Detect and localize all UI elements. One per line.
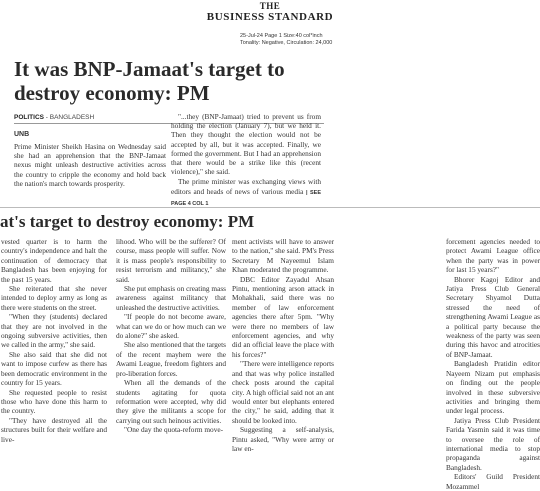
clip-info-line1: 25-Jul-24 Page 1 Size:40 col*inch — [240, 33, 323, 39]
clip-info-line2: Tonality: Negative, Circulation: 24,000 — [240, 39, 333, 46]
column-paragraph: Suggesting a self-analysis, Pintu asked, "Why were army or law en- — [232, 425, 334, 453]
newspaper-masthead — [0, 2, 540, 23]
column-paragraph: She also said that she did not want to impose curfew as there has been democratic environment in the country for 15 years. — [1, 349, 107, 388]
side-column — [171, 112, 321, 210]
section-label — [14, 114, 94, 121]
see-page-label: SEE PAGE 4 COL 1 — [171, 189, 321, 207]
side-paragraph — [171, 177, 321, 209]
column-paragraph: Bhorer Kagoj Editor and Jatiya Press Club General Secretary Shyamol Dutta stressed the need of strengthening Awami League as a political party because the weakness of the party was seen during this havoc and atrocities of BNP-Jamaat. — [446, 274, 540, 359]
column-paragraph: vested quarter is to harm the country's independence and halt the continuation of democracy that Bangladesh has been enjoying for the past 15 years. — [1, 237, 107, 284]
column-paragraph: Editors' Guild President Mozammel — [446, 472, 540, 491]
column-paragraph: forcement agencies needed to protect Awami League office when the party was in power for last 15 years?" — [446, 237, 540, 275]
column-paragraph: "When they (students) declared that they are not involved in the ongoing subversive activities, then we called in the army," she said. — [1, 312, 107, 350]
section-sub: - BANGLADESH — [43, 114, 95, 121]
column-paragraph: Bangladesh Pratidin editor Nayeem Nizam put emphasis on finding out the people involved in these subversive activities and bringing them under legal process. — [446, 359, 540, 416]
column-paragraph: "They have destroyed all the structures built for their welfare and live- — [1, 415, 107, 444]
side-paragraph-text: The prime minister was exchanging views with editors and heads of news of various media — [171, 177, 321, 196]
see-page-link[interactable]: | SEE PAGE 4 COL 1 — [171, 189, 321, 207]
column-paragraph: She also mentioned that the targets of the recent mayhem were the Awami League, freedom fighters and pro-liberation forces. — [116, 340, 226, 378]
masthead-the: THE — [259, 1, 281, 11]
section-name: POLITICS — [14, 114, 44, 121]
byline: UNB — [14, 131, 30, 138]
column-paragraph: She requested people to resist those who have done this harm to the country. — [1, 387, 107, 416]
continuation-column-3 — [232, 237, 334, 453]
column-paragraph: "One day the quota-reform move- — [124, 425, 224, 435]
masthead-name: BUSINESS STANDARD — [206, 11, 334, 23]
column-paragraph: She reiterated that she never intended to deploy army as long as there were students on the street. — [1, 284, 107, 312]
column-paragraph: Jatiya Press Club President Farida Yasmin said it was time to oversee the role of international media to stop propaganda against Bangladesh. — [446, 415, 540, 472]
clip-divider — [0, 207, 540, 208]
column-paragraph: When all the demands of the students agitating for quota reformation were accepted, why did they give the militants a scope for carrying out such heinous activities. — [116, 378, 226, 425]
column-paragraph: ment activists will have to answer to the nation," she said. PM's Press Secretary M Nayeemul Islam Khan moderated the programme. — [232, 237, 334, 275]
continuation-column-2 — [116, 237, 226, 435]
continuation-column-1 — [1, 237, 107, 444]
continuation-headline: at's target to destroy economy: PM — [0, 212, 255, 231]
column-paragraph: DBC Editor Zayadul Ahsan Pintu, mentioning arson attack in Mohakhali, said there was no member of law enforcement agencies there after 5pm. "Why were there no members of law enforcement agencies, and why did an official leave the place with his forces?" — [232, 274, 334, 359]
continuation-column-4 — [446, 237, 540, 491]
clip-info — [240, 33, 380, 46]
column-paragraph: "There were intelligence reports and that was why police installed check posts around the capital city. A high official said not an ant would enter but elephants entered the city," he said, adding that it should be looked into. — [232, 359, 334, 425]
lead-paragraph: Prime Minister Sheikh Hasina on Wednesday said she had an apprehension that the BNP-Jamaat nexus might unleash destructive activities across the country to cripple the economy and hold back the nation's march towards prosperity. — [14, 142, 166, 188]
column-paragraph: lihood. Who will be the sufferer? Of course, mass people will suffer. Now it is mass people's responsibility to resist terrorism and militancy," she said. — [116, 237, 226, 284]
side-paragraph: "...they (BNP-Jamaat) tried to prevent us from holding the election (January 7), but we held it. Then they thought the election would not be accepted by all, but it was accepted. Finally, we formed the government. But I had an apprehension that there would be a strike like this (recent violence)," she said. — [171, 112, 321, 177]
column-paragraph: She put emphasis on creating mass awareness against militancy that unleashed the destructive activities. — [116, 284, 226, 312]
article-headline: It was BNP-Jamaat's target to destroy economy: PM — [14, 57, 285, 105]
column-paragraph: "If people do not become aware, what can we do or how much can we do alone?" she asked. — [116, 312, 226, 341]
